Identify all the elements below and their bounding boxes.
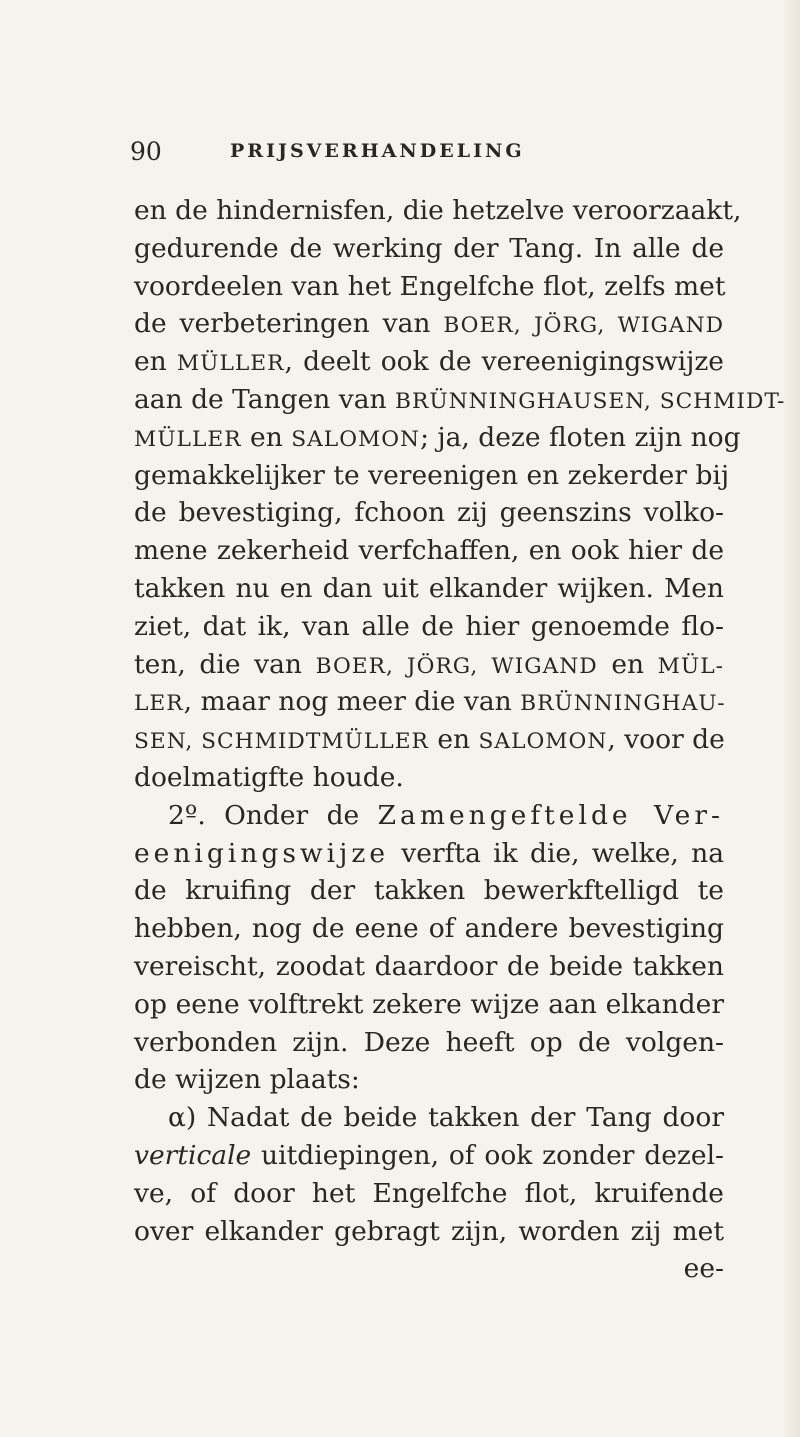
running-title: PRIJSVERHANDELING — [230, 140, 525, 162]
author-name: BOER, JÖRG, WIGAND — [315, 653, 598, 679]
text-line: en MÜLLER, deelt ook de vereenigingswijze — [134, 346, 724, 378]
page-number: 90 — [130, 136, 162, 166]
catchword: ee- — [683, 1253, 724, 1285]
author-name: MÜLLER — [134, 426, 242, 452]
page-header — [130, 133, 640, 169]
text-line: LER, maar nog meer die van BRÜNNINGHAU- — [134, 686, 726, 718]
text-line: op eene volftrekt zekere wijze aan elkander — [134, 988, 724, 1020]
page-edge — [782, 0, 800, 1437]
author-name: SALOMON — [291, 426, 421, 452]
text-line: ten, die van BOER, JÖRG, WIGAND en MÜL- — [134, 648, 724, 680]
text-line: gedurende de werking der Tang. In alle de — [134, 232, 724, 264]
author-name: BOER, JÖRG, WIGAND — [443, 313, 724, 339]
text-line: ziet, dat ik, van alle de hier genoemde flo- — [134, 610, 724, 642]
text-line: gemakkelijker te vereenigen en zekerder bij — [134, 459, 730, 491]
text-line: vereischt, zoodat daardoor de beide takken — [134, 950, 724, 982]
term-emphasis: eenigingswijze — [134, 837, 389, 869]
author-name: BRÜNNINGHAUSEN, SCHMIDT- — [395, 388, 786, 414]
text-line: de verbeteringen van BOER, JÖRG, WIGAND — [134, 308, 724, 340]
text-line: 2º. Onder de Zamengeftelde Ver- — [168, 799, 724, 831]
text-line: de bevestiging, fchoon zij geenszins volko- — [134, 497, 724, 529]
text-line: ve, of door het Engelfche flot, kruifende — [134, 1177, 724, 1209]
author-name: SEN, SCHMIDTMÜLLER — [134, 729, 429, 755]
author-name: MÜL- — [657, 653, 724, 679]
text-line: over elkander gebragt zijn, worden zij met — [134, 1215, 724, 1247]
text-line: verbonden zijn. Deze heeft op de volgen- — [134, 1026, 724, 1058]
author-name: SALOMON — [478, 729, 608, 755]
text-line: takken nu en dan uit elkander wijken. Men — [134, 572, 724, 604]
text-line: verticale uitdiepingen, of ook zonder dezel- — [134, 1139, 724, 1171]
text-line: aan de Tangen van BRÜNNINGHAUSEN, SCHMIDT- — [134, 383, 786, 415]
text-line: de kruifing der takken bewerkftelligd te — [134, 875, 724, 907]
text-line: voordeelen van het Engelfche flot, zelfs met — [134, 270, 726, 302]
term-emphasis: Zamengeftelde Ver- — [377, 799, 724, 831]
text-line: en de hindernisfen, die hetzelve veroorzaakt, — [134, 195, 742, 226]
author-name: MÜLLER — [176, 351, 285, 377]
text-line: eenigingswijze verfta ik die, welke, na — [134, 837, 724, 869]
author-name: BRÜNNINGHAU- — [520, 691, 726, 717]
author-name: LER — [134, 691, 184, 717]
text-line: MÜLLER en SALOMON; ja, deze floten zijn nog — [134, 421, 741, 453]
body-text — [134, 192, 786, 1288]
text-line: de wijzen plaats: — [134, 1064, 360, 1096]
text-line: SEN, SCHMIDTMÜLLER en SALOMON, voor de — [134, 724, 725, 756]
text-line: doelmatigfte houde. — [134, 761, 404, 793]
italic-term: verticale — [134, 1139, 252, 1171]
text-line: mene zekerheid verfchaffen, en ook hier de — [134, 535, 724, 567]
text-line: α) Nadat de beide takken der Tang door — [168, 1102, 724, 1134]
text-line: hebben, nog de eene of andere bevestiging — [134, 913, 724, 945]
